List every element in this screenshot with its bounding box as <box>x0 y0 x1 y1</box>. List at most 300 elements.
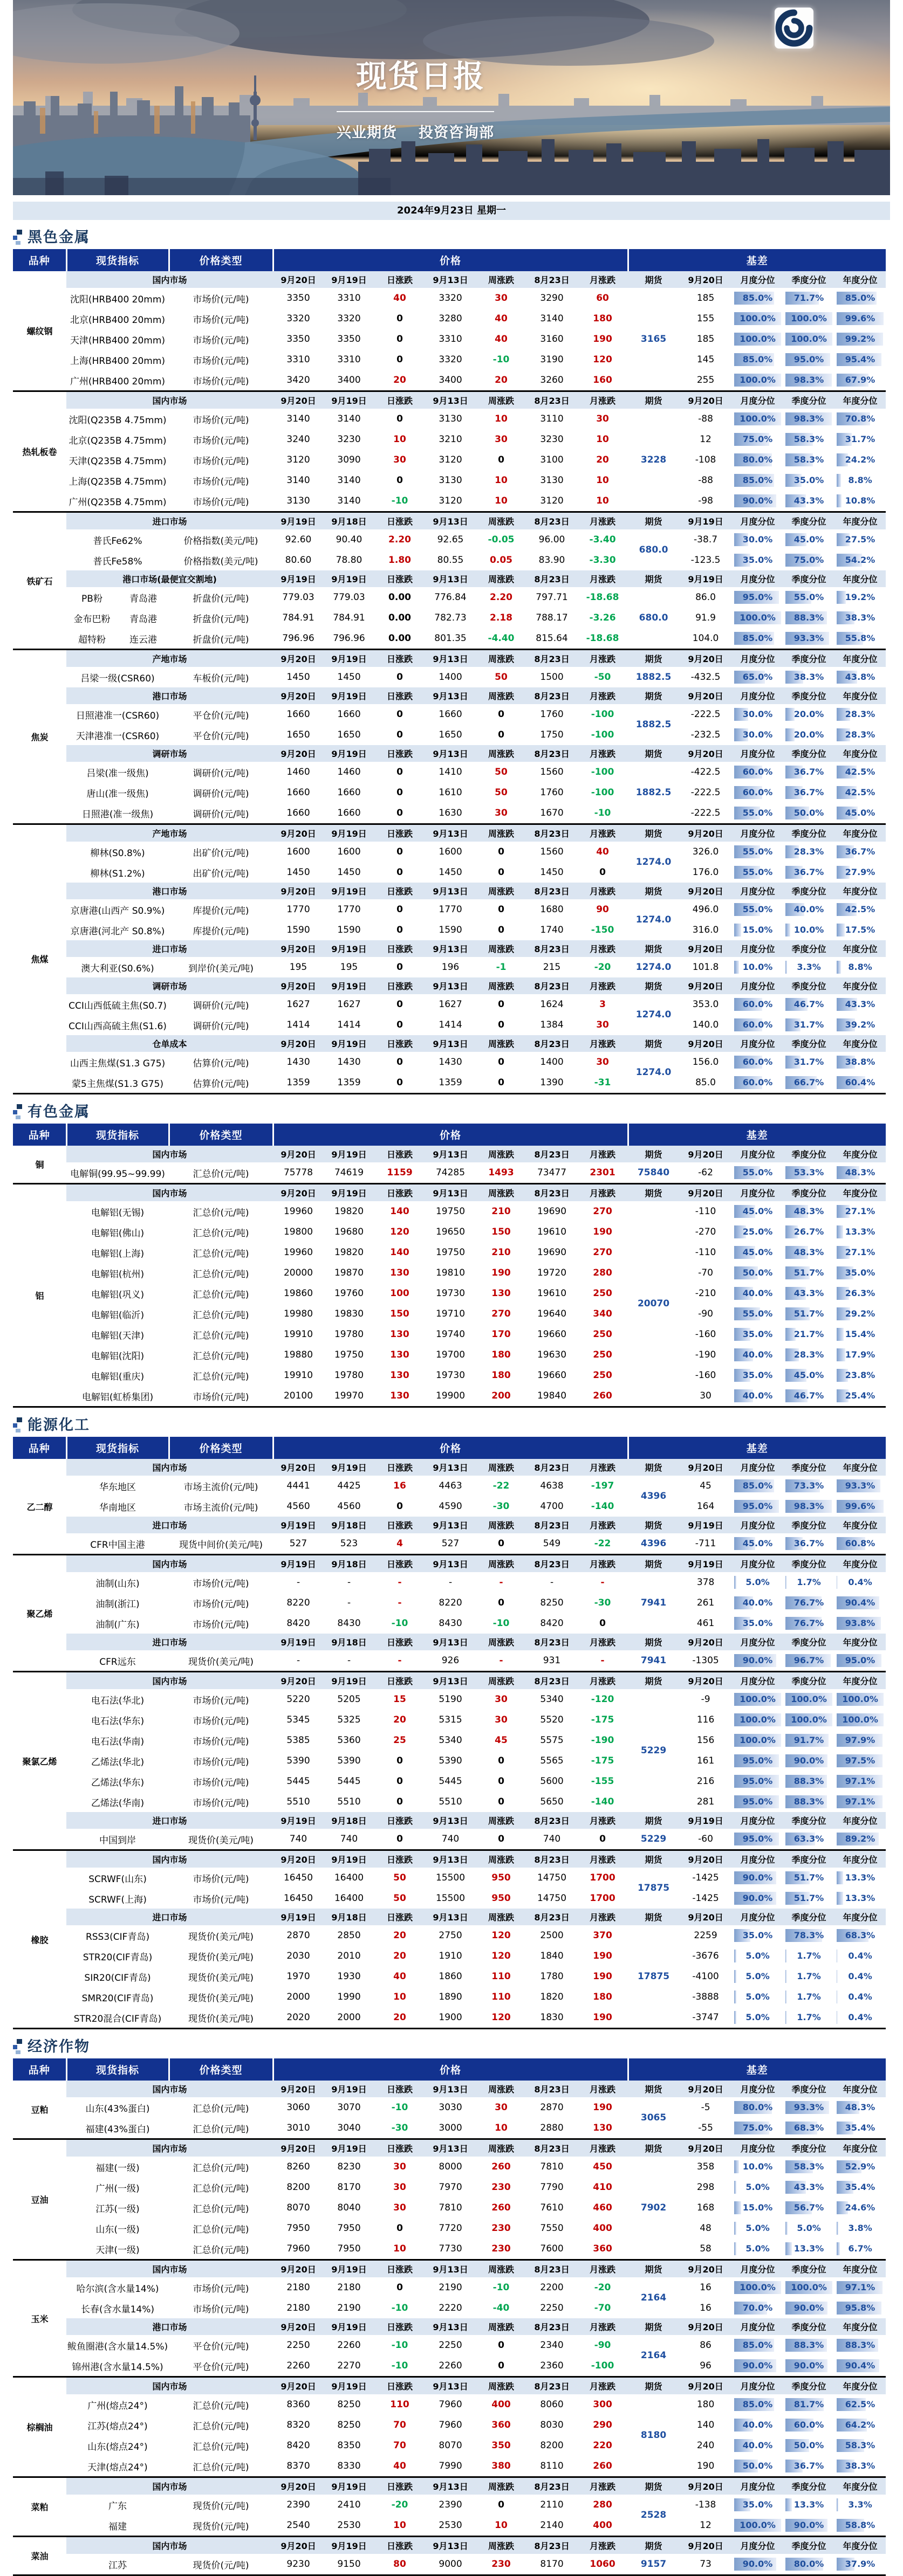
change-cell: 20 <box>476 370 526 391</box>
percentile-cell: 99.2% <box>834 329 886 349</box>
market-subheader-row <box>13 977 886 994</box>
futures-column-label: 期货 <box>628 1035 679 1052</box>
percentile-cell: 48.3% <box>783 1201 834 1222</box>
commodity-name-cell: 螺纹钢 <box>13 271 66 391</box>
basis-date-label: 9月19日 <box>679 1517 732 1533</box>
price-cell: 7960 <box>425 2394 476 2415</box>
percentile-cell: 51.7% <box>783 1304 834 1324</box>
futures-column-label: 期货 <box>628 883 679 899</box>
price-cell: 1450 <box>324 862 374 883</box>
price-cell: 2880 <box>526 2118 577 2139</box>
section-title <box>13 229 890 245</box>
percentile-cell: 1.7% <box>783 1987 834 2007</box>
percentile-column-label: 年度分位 <box>834 650 886 667</box>
report-title: 现货日报 <box>356 52 485 96</box>
col-header-variety: 品种 <box>13 1124 66 1146</box>
commodity-name-cell: 菜粕 <box>13 2477 66 2537</box>
change-cell: -50 <box>577 667 628 687</box>
price-type-cell: 平仓价(元/吨) <box>169 2335 273 2355</box>
price-cell: 5445 <box>425 1771 476 1792</box>
change-cell: 10 <box>374 2515 425 2537</box>
change-cell: 0 <box>476 899 526 920</box>
percentile-cell: 90.4% <box>834 1593 886 1613</box>
change-cell: 0 <box>374 725 425 745</box>
percentile-cell: 63.3% <box>783 1829 834 1850</box>
table-row <box>13 2355 886 2377</box>
price-cell: 549 <box>526 1533 577 1555</box>
percentile-cell: 95.0% <box>732 1496 783 1517</box>
futures-price-cell: 17875 <box>628 1868 679 1909</box>
commodity-name-cell: 豆粕 <box>13 2081 66 2139</box>
futures-column-label: 期货 <box>628 1909 679 1925</box>
change-cell: 190 <box>577 329 628 349</box>
basis-value-cell: 16 <box>679 2277 732 2298</box>
price-cell: 4425 <box>324 1476 374 1496</box>
table-row <box>13 1201 886 1222</box>
price-cell: 1359 <box>425 1072 476 1094</box>
price-cell: 5390 <box>273 1751 324 1771</box>
table-row <box>13 762 886 782</box>
table-row <box>13 1730 886 1751</box>
percentile-column-label: 月度分位 <box>732 1517 783 1533</box>
percentile-cell: 75.0% <box>732 429 783 450</box>
commodity-group <box>13 2260 886 2377</box>
change-cell: 1700 <box>577 1868 628 1888</box>
price-cell: 80.55 <box>425 550 476 570</box>
percentile-column-label: 月度分位 <box>732 1812 783 1829</box>
date-column-label: 日涨跌 <box>374 271 425 288</box>
price-cell: 19880 <box>273 1345 324 1365</box>
date-column-label: 9月19日 <box>324 271 374 288</box>
date-column-label: 9月20日 <box>273 2139 324 2157</box>
futures-price-cell: 1274.0 <box>628 1052 679 1094</box>
futures-price-cell: 1274.0 <box>628 842 679 883</box>
change-cell: 2.18 <box>476 608 526 628</box>
date-column-label: 8月23日 <box>526 2260 577 2278</box>
price-type-cell: 市场价(元/吨) <box>169 1888 273 1909</box>
market-subheader-row <box>13 1146 886 1162</box>
table-row <box>13 842 886 862</box>
col-header-variety: 品种 <box>13 1437 66 1459</box>
section-title-text: 有色金属 <box>28 1105 90 1119</box>
price-cell: 2870 <box>526 2097 577 2118</box>
price-cell: 1600 <box>273 842 324 862</box>
price-cell: 8040 <box>324 2198 374 2218</box>
price-cell: 73477 <box>526 1162 577 1184</box>
section-bullet-icon <box>13 2039 23 2054</box>
date-column-label: 周涨跌 <box>476 745 526 762</box>
price-cell: 3140 <box>273 409 324 429</box>
percentile-cell: 90.0% <box>732 2355 783 2377</box>
basis-value-cell: -110 <box>679 1242 732 1263</box>
percentile-cell: 97.5% <box>834 1751 886 1771</box>
price-type-cell: 汇总价(元/吨) <box>169 2097 273 2118</box>
change-cell: 10 <box>374 2238 425 2260</box>
date-column-label: 9月20日 <box>273 2377 324 2395</box>
price-type-cell: 平仓价(元/吨) <box>169 704 273 725</box>
change-cell: 130 <box>577 2118 628 2139</box>
futures-price-cell: 7941 <box>628 1650 679 1672</box>
percentile-cell: 35.0% <box>732 2495 783 2515</box>
futures-price-cell: 1882.5 <box>628 667 679 687</box>
price-cell: 195 <box>324 957 374 977</box>
price-cell: 5345 <box>273 1710 324 1730</box>
percentile-cell: 15.0% <box>732 2198 783 2218</box>
futures-price-cell: 2164 <box>628 2335 679 2377</box>
market-subheader-row <box>13 1909 886 1925</box>
indicator-cell: 江苏(一级) <box>66 2198 169 2218</box>
basis-date-label: 9月20日 <box>679 940 732 957</box>
basis-value-cell: -88 <box>679 470 732 491</box>
price-cell: 14750 <box>526 1868 577 1888</box>
percentile-column-label: 季度分位 <box>783 687 834 704</box>
price-cell: 1910 <box>425 1946 476 1966</box>
percentile-column-label: 年度分位 <box>834 2377 886 2395</box>
table-row <box>13 782 886 803</box>
price-cell: 1450 <box>526 862 577 883</box>
percentile-cell: 25.0% <box>732 1222 783 1242</box>
date-column-label: 8月23日 <box>526 883 577 899</box>
percentile-cell: 56.7% <box>783 2198 834 2218</box>
change-cell: 30 <box>476 288 526 308</box>
change-cell: -30 <box>374 2118 425 2139</box>
percentile-cell: 38.3% <box>834 608 886 628</box>
change-cell: 0 <box>374 349 425 370</box>
price-type-cell: 市场主流价(元/吨) <box>169 1496 273 1517</box>
port-cell: 青岛港 <box>118 608 169 628</box>
price-type-cell: 调研价(元/吨) <box>169 994 273 1015</box>
percentile-cell: 29.2% <box>834 1304 886 1324</box>
date-column-label: 9月19日 <box>324 824 374 842</box>
date-column-label: 9月20日 <box>273 1035 324 1052</box>
date-column-label: 日涨跌 <box>374 1184 425 1202</box>
price-cell: 1414 <box>425 1015 476 1035</box>
percentile-cell: 95.0% <box>732 1829 783 1850</box>
price-cell: 8330 <box>324 2456 374 2477</box>
commodity-group <box>13 2377 886 2477</box>
percentile-cell: 13.3% <box>834 1222 886 1242</box>
price-cell: 5390 <box>324 1751 374 1771</box>
price-cell: 1400 <box>425 667 476 687</box>
price-cell: 19610 <box>526 1222 577 1242</box>
price-type-cell: 市场价(元/吨) <box>169 429 273 450</box>
col-header-variety: 品种 <box>13 2058 66 2081</box>
basis-value-cell: 45 <box>679 1476 732 1496</box>
price-cell: 2410 <box>324 2495 374 2515</box>
date-column-label: 月涨跌 <box>577 2537 628 2554</box>
change-cell: - <box>374 1650 425 1672</box>
futures-column-label: 期货 <box>628 2537 679 2554</box>
change-cell: 10 <box>577 429 628 450</box>
market-subheader-row <box>13 1672 886 1690</box>
percentile-cell: 89.2% <box>834 1829 886 1850</box>
change-cell: 0 <box>374 1015 425 1035</box>
date-column-label: 周涨跌 <box>476 1035 526 1052</box>
price-cell: 2850 <box>324 1925 374 1946</box>
col-header-spot-indicator: 现货指标 <box>66 1437 169 1459</box>
change-cell: - <box>577 1572 628 1593</box>
change-cell: 0 <box>374 329 425 349</box>
basis-value-cell: 91.9 <box>679 608 732 628</box>
commodity-group <box>13 2081 886 2139</box>
indicator-cell: 金布巴粉 <box>66 608 118 628</box>
basis-value-cell: 461 <box>679 1613 732 1634</box>
percentile-cell: 36.7% <box>783 782 834 803</box>
price-cell: 2250 <box>425 2335 476 2355</box>
price-cell: 19820 <box>324 1201 374 1222</box>
date-column-label: 9月19日 <box>273 512 324 530</box>
table-row <box>13 349 886 370</box>
price-cell: 784.91 <box>324 608 374 628</box>
change-cell: 130 <box>476 1283 526 1304</box>
price-type-cell: 到岸价(美元/吨) <box>169 957 273 977</box>
change-cell: 10 <box>476 491 526 512</box>
date-column-label: 月涨跌 <box>577 570 628 587</box>
percentile-cell: 85.0% <box>732 2394 783 2415</box>
change-cell: 210 <box>476 1201 526 1222</box>
percentile-cell: 26.3% <box>834 1283 886 1304</box>
date-column-label: 9月19日 <box>324 977 374 994</box>
price-cell: 195 <box>273 957 324 977</box>
percentile-cell: 28.3% <box>783 842 834 862</box>
date-column-label: 9月20日 <box>273 271 324 288</box>
percentile-cell: 65.0% <box>732 667 783 687</box>
table-row <box>13 1533 886 1555</box>
basis-date-label: 9月20日 <box>679 977 732 994</box>
percentile-column-label: 月度分位 <box>732 1909 783 1925</box>
percentile-cell: 36.7% <box>834 842 886 862</box>
percentile-column-label: 年度分位 <box>834 687 886 704</box>
price-cell: - <box>324 1593 374 1613</box>
change-cell: 0 <box>374 1072 425 1094</box>
market-subheader-row <box>13 2318 886 2335</box>
price-cell: 5510 <box>273 1792 324 1812</box>
date-column-label: 9月13日 <box>425 1909 476 1925</box>
price-cell: 19840 <box>526 1386 577 1407</box>
basis-date-label: 9月20日 <box>679 1146 732 1162</box>
table-row <box>13 329 886 349</box>
change-cell: 120 <box>476 1925 526 1946</box>
price-cell: 7990 <box>425 2456 476 2477</box>
change-cell: 30 <box>577 409 628 429</box>
change-cell: 160 <box>577 370 628 391</box>
date-column-label: 9月13日 <box>425 1459 476 1476</box>
date-column-label: 8月23日 <box>526 1517 577 1533</box>
percentile-cell: 35.0% <box>732 1613 783 1634</box>
price-cell: 1670 <box>526 803 577 824</box>
indicator-cell: 乙烯法(华北) <box>66 1751 169 1771</box>
market-type-label: 仓单成本 <box>66 1035 273 1052</box>
percentile-cell: 62.5% <box>834 2394 886 2415</box>
percentile-cell: 0.4% <box>834 1572 886 1593</box>
table-row <box>13 2394 886 2415</box>
percentile-cell: 97.9% <box>834 1730 886 1751</box>
percentile-cell: 21.7% <box>783 1324 834 1345</box>
price-type-cell: 市场价(元/吨) <box>169 1792 273 1812</box>
change-cell: 130 <box>374 1324 425 1345</box>
change-cell: -140 <box>577 1792 628 1812</box>
price-cell: 20100 <box>273 1386 324 1407</box>
percentile-cell: 88.3% <box>834 2335 886 2355</box>
percentile-cell: 45.0% <box>834 803 886 824</box>
price-cell: 1590 <box>273 920 324 940</box>
indicator-cell: SIR20(CIF青岛) <box>66 1966 169 1987</box>
date-column-label: 9月13日 <box>425 2318 476 2335</box>
change-cell: 0 <box>476 920 526 940</box>
basis-value-cell: 164 <box>679 1496 732 1517</box>
indicator-cell: 电解铝(巩义) <box>66 1283 169 1304</box>
market-type-label: 港口市场(最便宜交割地) <box>66 570 273 587</box>
indicator-cell: 鲅鱼圈港(含水量14.5%) <box>66 2335 169 2355</box>
data-table <box>13 2058 886 2576</box>
price-cell: 19740 <box>425 1324 476 1345</box>
market-type-label: 进口市场 <box>66 1517 273 1533</box>
change-cell: -30 <box>577 1593 628 1613</box>
percentile-column-label: 季度分位 <box>783 1909 834 1925</box>
price-cell: 4560 <box>324 1496 374 1517</box>
change-cell: -100 <box>577 725 628 745</box>
market-type-label: 国内市场 <box>66 1184 273 1202</box>
percentile-cell: 27.5% <box>834 529 886 550</box>
basis-value-cell: 190 <box>679 2456 732 2477</box>
price-cell: 2390 <box>273 2495 324 2515</box>
basis-date-label: 9月20日 <box>679 2477 732 2495</box>
table-row <box>13 1572 886 1593</box>
price-cell: 7790 <box>526 2177 577 2198</box>
percentile-column-label: 季度分位 <box>783 1184 834 1202</box>
table-row <box>13 1222 886 1242</box>
price-type-cell: 库提价(元/吨) <box>169 920 273 940</box>
price-type-cell: 市场主流价(元/吨) <box>169 1476 273 1496</box>
price-cell: 19650 <box>425 1222 476 1242</box>
price-cell: 8170 <box>526 2554 577 2575</box>
price-cell: 2750 <box>425 1925 476 1946</box>
price-type-cell: 市场价(元/吨) <box>169 1751 273 1771</box>
date-column-label: 9月20日 <box>273 1184 324 1202</box>
change-cell: 360 <box>476 2415 526 2435</box>
price-cell: 1930 <box>324 1966 374 1987</box>
change-cell: 0 <box>374 667 425 687</box>
date-column-label: 8月23日 <box>526 1035 577 1052</box>
change-cell: 0 <box>577 1613 628 1634</box>
price-cell: 3000 <box>425 2118 476 2139</box>
change-cell: 190 <box>577 1222 628 1242</box>
change-cell: 220 <box>577 2435 628 2456</box>
price-cell: 1600 <box>425 842 476 862</box>
price-cell: 1660 <box>273 704 324 725</box>
price-cell: 3130 <box>526 470 577 491</box>
date-column-label: 9月19日 <box>273 1555 324 1573</box>
price-cell: 5510 <box>324 1792 374 1812</box>
percentile-column-label: 年度分位 <box>834 745 886 762</box>
table-row <box>13 1476 886 1496</box>
indicator-cell: 山东(熔点24°) <box>66 2435 169 2456</box>
percentile-column-label: 月度分位 <box>732 2081 783 2097</box>
market-type-label: 产地市场 <box>66 824 273 842</box>
indicator-cell: CFR远东 <box>66 1650 169 1672</box>
price-type-cell: 市场价(元/吨) <box>169 1710 273 1730</box>
basis-date-label: 9月20日 <box>679 2139 732 2157</box>
change-cell: 2.20 <box>476 587 526 608</box>
date-column-label: 日涨跌 <box>374 650 425 667</box>
indicator-cell: RSS3(CIF青岛) <box>66 1925 169 1946</box>
indicator-cell: 天津(一级) <box>66 2238 169 2260</box>
percentile-cell: 90.0% <box>732 1888 783 1909</box>
indicator-cell: 广州(熔点24°) <box>66 2394 169 2415</box>
percentile-column-label: 季度分位 <box>783 2260 834 2278</box>
futures-column-label: 期货 <box>628 1850 679 1868</box>
percentile-cell: 24.6% <box>834 2198 886 2218</box>
indicator-cell: 乙烯法(华南) <box>66 1792 169 1812</box>
indicator-cell: 油制(广东) <box>66 1613 169 1634</box>
change-cell: 130 <box>374 1263 425 1283</box>
date-column-label: 月涨跌 <box>577 2081 628 2097</box>
change-cell: -31 <box>577 1072 628 1094</box>
basis-date-label: 9月20日 <box>679 2318 732 2335</box>
basis-value-cell: -55 <box>679 2118 732 2139</box>
change-cell: 1493 <box>476 1162 526 1184</box>
indicator-cell: 江苏(熔点24°) <box>66 2415 169 2435</box>
price-type-cell: 汇总价(元/吨) <box>169 2118 273 2139</box>
price-cell: 14750 <box>526 1888 577 1909</box>
date-column-label: 月涨跌 <box>577 687 628 704</box>
price-cell: 5445 <box>273 1771 324 1792</box>
price-cell: 1650 <box>425 725 476 745</box>
percentile-cell: 17.5% <box>834 920 886 940</box>
price-cell: 2270 <box>324 2355 374 2377</box>
date-column-label: 9月19日 <box>324 2081 374 2097</box>
date-column-label: 周涨跌 <box>476 2377 526 2395</box>
price-cell: 926 <box>425 1650 476 1672</box>
percentile-cell: 20.0% <box>783 704 834 725</box>
date-column-label: 日涨跌 <box>374 687 425 704</box>
percentile-column-label: 季度分位 <box>783 650 834 667</box>
percentile-column-label: 年度分位 <box>834 1812 886 1829</box>
date-column-label: 9月20日 <box>273 1459 324 1476</box>
change-cell: 250 <box>577 1324 628 1345</box>
percentile-column-label: 年度分位 <box>834 1517 886 1533</box>
change-cell: 130 <box>374 1386 425 1407</box>
percentile-cell: 95.4% <box>834 349 886 370</box>
date-column-label: 月涨跌 <box>577 391 628 409</box>
date-bar: 2024年9月23日 星期一 <box>13 202 890 220</box>
percentile-cell: 35.0% <box>732 1365 783 1386</box>
date-column-label: 9月20日 <box>273 883 324 899</box>
percentile-cell: 40.0% <box>732 1386 783 1407</box>
percentile-cell: 85.0% <box>732 2335 783 2355</box>
indicator-cell: 柳林(S0.8%) <box>66 842 169 862</box>
basis-value-cell: 216 <box>679 1771 732 1792</box>
indicator-cell: SMR20(CIF青岛) <box>66 1987 169 2007</box>
price-cell: 8070 <box>425 2435 476 2456</box>
table-row <box>13 1052 886 1072</box>
data-table <box>13 1124 886 1408</box>
table-row <box>13 529 886 550</box>
change-cell: 140 <box>374 1201 425 1222</box>
basis-value-cell: -123.5 <box>679 550 732 570</box>
percentile-column-label: 季度分位 <box>783 2139 834 2157</box>
change-cell: 3 <box>577 994 628 1015</box>
price-type-cell: 调研价(元/吨) <box>169 803 273 824</box>
change-cell: 30 <box>577 1015 628 1035</box>
price-type-cell: 市场价(元/吨) <box>169 1386 273 1407</box>
percentile-column-label: 季度分位 <box>783 1517 834 1533</box>
change-cell: 4 <box>374 1533 425 1555</box>
basis-value-cell: 96 <box>679 2355 732 2377</box>
change-cell: 350 <box>476 2435 526 2456</box>
percentile-cell: 76.7% <box>783 1593 834 1613</box>
futures-column-label: 期货 <box>628 2081 679 2097</box>
